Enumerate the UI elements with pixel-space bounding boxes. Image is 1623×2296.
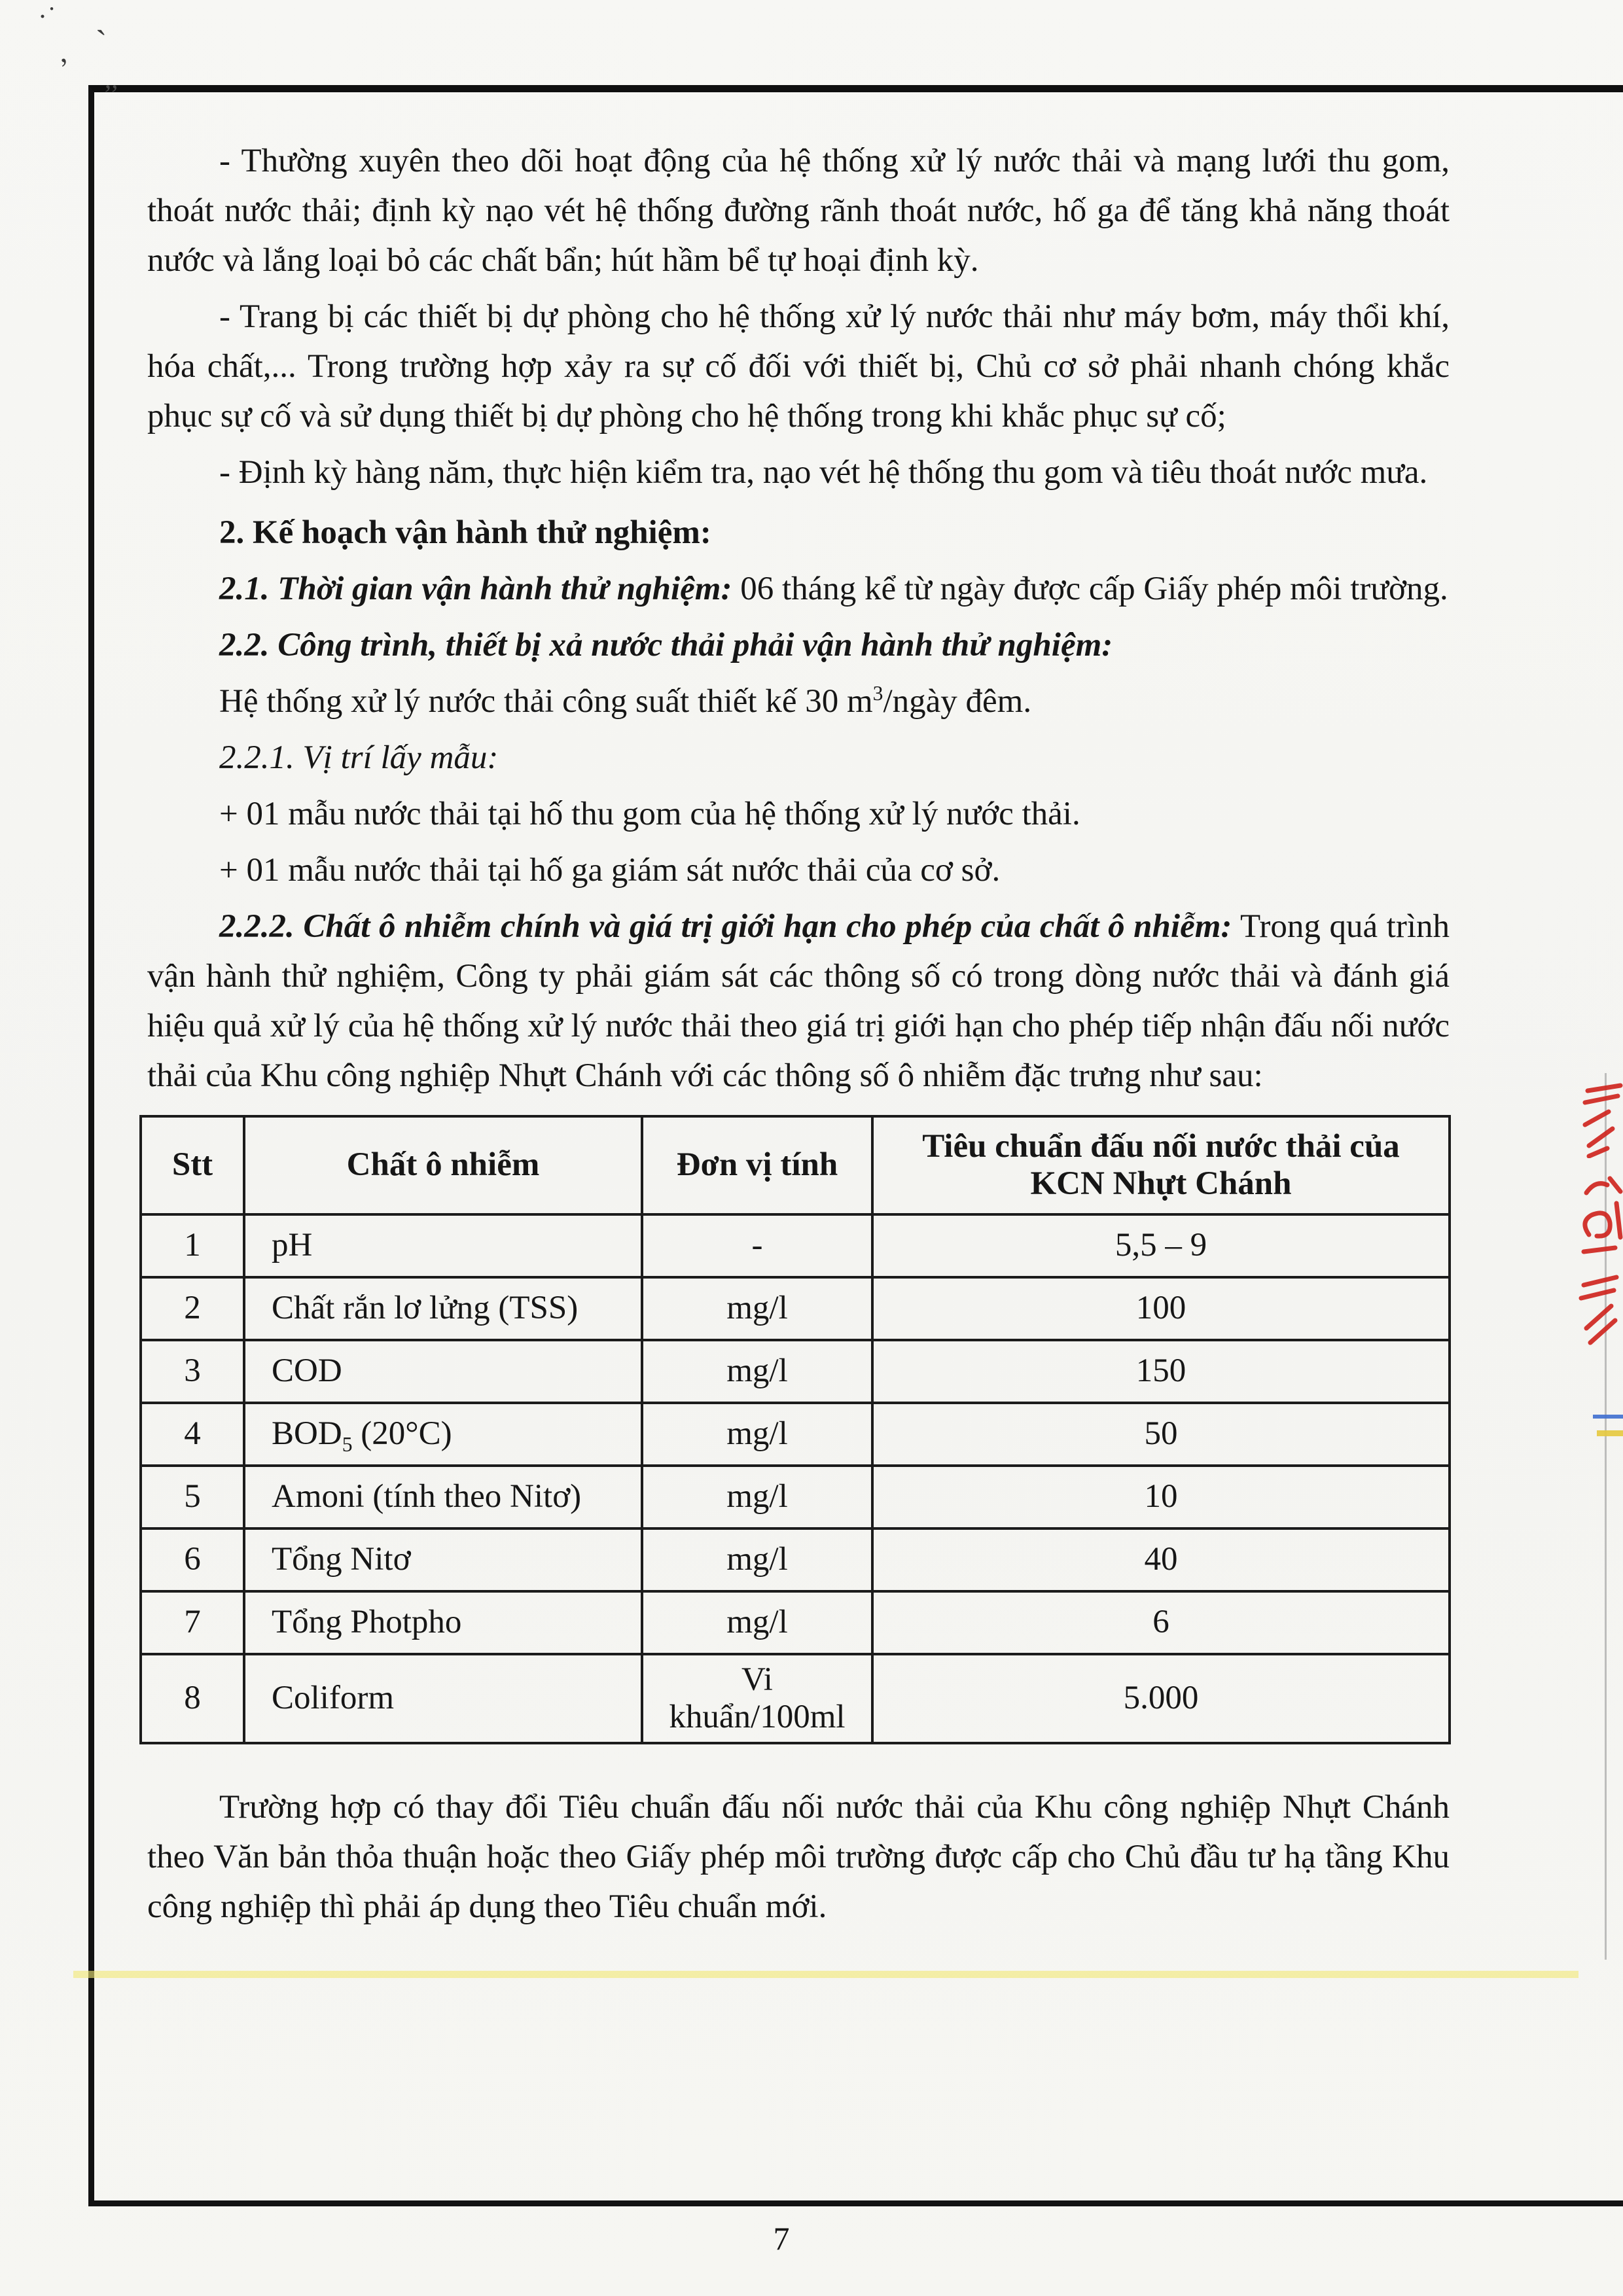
cell-pollutant: COD: [244, 1340, 642, 1403]
cell-pollutant: Chất rắn lơ lửng (TSS): [244, 1277, 642, 1340]
page-number: 7: [773, 2220, 790, 2257]
cell-stt: 3: [141, 1340, 244, 1403]
section-2-2-2-paragraph: [147, 902, 1450, 1101]
cell-stt: 4: [141, 1403, 244, 1466]
table-row: [141, 1591, 1450, 1654]
cell-unit: mg/l: [642, 1277, 872, 1340]
sample-location-1: + 01 mẫu nước thải tại hố thu gom của hệ thống xử lý nước thải.: [219, 796, 1080, 832]
cell-pollutant: Tổng Photpho: [244, 1591, 642, 1654]
section-2-1-text: 06 tháng kể từ ngày được cấp Giấy phép môi trường.: [732, 571, 1448, 607]
column-header-pollutant: Chất ô nhiễm: [244, 1116, 642, 1214]
cell-limit: 5.000: [872, 1654, 1450, 1743]
cell-stt: 5: [141, 1466, 244, 1528]
table-header-row: [141, 1116, 1450, 1214]
sample-location-2: + 01 mẫu nước thải tại hố ga giám sát nước thải của cơ sở.: [219, 852, 1001, 889]
section-2-2-1-heading: 2.2.1. Vị trí lấy mẫu:: [219, 739, 499, 776]
table-row: [141, 1528, 1450, 1591]
cell-limit: 5,5 – 9: [872, 1214, 1450, 1277]
column-header-unit: Đơn vị tính: [642, 1116, 872, 1214]
cell-pollutant: Amoni (tính theo Nitơ): [244, 1466, 642, 1528]
scan-artifact-yellow-mark: [1597, 1430, 1623, 1436]
section-2-heading: 2. Kế hoạch vận hành thử nghiệm:: [219, 514, 711, 551]
section-2-1-heading: 2.1. Thời gian vận hành thử nghiệm:: [219, 571, 732, 607]
scan-artifact: ’: [56, 50, 74, 86]
scan-artifact: `: [96, 24, 107, 62]
pollutant-standards-table: [139, 1115, 1451, 1744]
cell-limit: 50: [872, 1403, 1450, 1466]
paragraph-monitoring: - Thường xuyên theo dõi hoạt động của hệ thống xử lý nước thải và mạng lưới thu gom, thoát nước thải; định kỳ nạo vét hệ thống đường rãnh thoát nước, hố ga để tăng khả năng thoát nước và lắng loại bỏ các chất bẩn; hút hầm bể tự hoại định kỳ.: [147, 143, 1450, 279]
section-2-2-2-text: Trong quá trình vận hành thử nghiệm, Công ty phải giám sát các thông số có trong dòng nước thải và đánh giá hiệu quả xử lý của hệ thống xử lý nước thải theo giá trị giới hạn cho phép tiếp nhận đấu nối nước thải của Khu công nghiệp Nhựt Chánh với các thông số ô nhiễm đặc trưng như sau:: [147, 908, 1450, 1094]
cell-unit: -: [642, 1214, 872, 1277]
table-row: [141, 1214, 1450, 1277]
section-2-1-paragraph: [147, 564, 1450, 614]
cell-pollutant: pH: [244, 1214, 642, 1277]
cell-unit: mg/l: [642, 1466, 872, 1528]
column-header-stt: Stt: [141, 1116, 244, 1214]
cell-limit: 100: [872, 1277, 1450, 1340]
cell-stt: 8: [141, 1654, 244, 1743]
cell-pollutant: Coliform: [244, 1654, 642, 1743]
cell-pollutant: Tổng Nitơ: [244, 1528, 642, 1591]
capacity-superscript: 3: [872, 682, 883, 705]
capacity-text: Hệ thống xử lý nước thải công suất thiết kế 30 m: [219, 683, 873, 720]
cell-unit: mg/l: [642, 1403, 872, 1466]
paragraph-annual-check: - Định kỳ hàng năm, thực hiện kiểm tra, nạo vét hệ thống thu gom và tiêu thoát nước mưa.: [219, 454, 1428, 491]
column-header-limit: Tiêu chuẩn đấu nối nước thải của KCN Nhựt Chánh: [872, 1116, 1450, 1214]
paragraph-backup-equipment: - Trang bị các thiết bị dự phòng cho hệ thống xử lý nước thải như máy bơm, máy thổi khí, hóa chất,... Trong trường hợp xảy ra sự cố đối với thiết bị, Chủ cơ sở phải nhanh chóng khắc phục sự cố và sử dụng thiết bị dự phòng cho hệ thống trong khi khắc phục sự cố;: [147, 298, 1450, 434]
cell-stt: 6: [141, 1528, 244, 1591]
cell-stt: 1: [141, 1214, 244, 1277]
section-2-2-heading: 2.2. Công trình, thiết bị xả nước thải phải vận hành thử nghiệm:: [219, 627, 1113, 663]
cell-limit: 6: [872, 1591, 1450, 1654]
handwritten-annotation-icon: [1565, 1083, 1623, 1158]
cell-unit: Vi khuẩn/100ml: [642, 1654, 872, 1743]
table-row: [141, 1654, 1450, 1743]
pollutant-subscript: 5: [342, 1433, 353, 1457]
scan-artifact: ·˙: [38, 2, 56, 32]
scan-artifact-blue-mark: [1593, 1415, 1623, 1419]
table-row: [141, 1277, 1450, 1340]
cell-unit: mg/l: [642, 1591, 872, 1654]
cell-pollutant: $BOD_5$ (20°C): [244, 1403, 642, 1466]
table-row: [141, 1466, 1450, 1528]
section-2-2-2-heading: 2.2.2. Chất ô nhiễm chính và giá trị giới hạn cho phép của chất ô nhiễm:: [219, 908, 1232, 945]
cell-limit: 150: [872, 1340, 1450, 1403]
table-row: [141, 1340, 1450, 1403]
scan-artifact-yellow-line: [73, 1971, 1578, 1978]
cell-stt: 2: [141, 1277, 244, 1340]
handwritten-annotation-icon: [1569, 1174, 1623, 1260]
cell-limit: 10: [872, 1466, 1450, 1528]
document-content: [147, 136, 1450, 1932]
cell-stt: 7: [141, 1591, 244, 1654]
capacity-text-after: /ngày đêm.: [883, 683, 1032, 720]
closing-paragraph: Trường hợp có thay đổi Tiêu chuẩn đấu nối nước thải của Khu công nghiệp Nhựt Chánh theo Văn bản thỏa thuận hoặc theo Giấy phép môi trường được cấp cho Chủ đầu tư hạ tầng Khu công nghiệp thì phải áp dụng theo Tiêu chuẩn mới.: [147, 1789, 1450, 1925]
cell-limit: 40: [872, 1528, 1450, 1591]
scan-artifact: ’’: [103, 79, 119, 109]
cell-unit: mg/l: [642, 1528, 872, 1591]
cell-unit: mg/l: [642, 1340, 872, 1403]
table-row: [141, 1403, 1450, 1466]
handwritten-annotation-icon: [1569, 1271, 1623, 1349]
capacity-line: [147, 677, 1450, 726]
